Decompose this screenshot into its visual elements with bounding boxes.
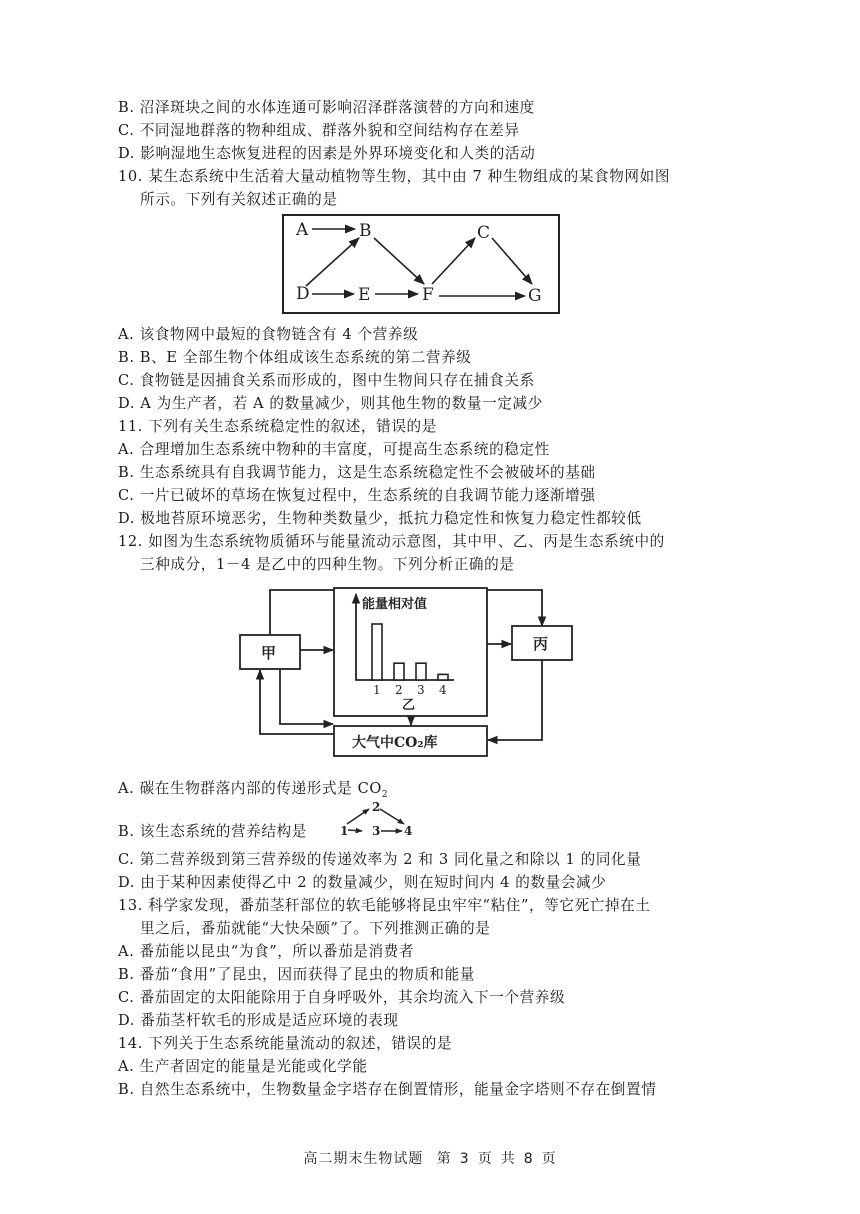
question-12-stem-cont: 三种成分，1－4 是乙中的四种生物。下列分析正确的是	[140, 556, 515, 573]
chart-title: 能量相对值	[362, 597, 428, 612]
question-13-stem-cont: 里之后，番茄就能“大快朵颐”了。下列推测正确的是	[140, 920, 491, 937]
option-b-q13: B. 番茄“食用”了昆虫，因而获得了昆虫的物质和能量	[118, 966, 475, 983]
option-a-q14: A. 生产者固定的能量是光能或化学能	[118, 1058, 368, 1075]
node-e: E	[358, 285, 371, 305]
footer-di: 第	[436, 1151, 452, 1167]
option-d-q10: D. A 为生产者，若 A 的数量减少，则其他生物的数量一定减少	[118, 395, 543, 412]
struct-node-4: 4	[404, 824, 413, 838]
node-g: G	[528, 286, 542, 306]
footer-page: 3	[459, 1151, 470, 1167]
bar-label-3: 3	[417, 683, 425, 697]
option-c-q9: C. 不同湿地群落的物种组成、群落外貌和空间结构存在差异	[118, 122, 520, 139]
option-c-q10: C. 食物链是因捕食关系而形成的，图中生物间只存在捕食关系	[118, 372, 535, 389]
footer-gong: 共	[500, 1151, 516, 1167]
option-c-q12: C. 第二营养级到第三营养级的传递效率为 2 和 3 同化量之和除以 1 的同化量	[118, 851, 642, 868]
option-b-q12	[118, 822, 307, 842]
footer-ye1: 页	[477, 1151, 493, 1167]
node-a: A	[296, 220, 309, 240]
co2-pool-label: 大气中CO₂库	[352, 735, 438, 751]
option-b-q11: B. 生态系统具有自我调节能力，这是生态系统稳定性不会被破坏的基础	[118, 464, 596, 481]
node-c: C	[477, 223, 491, 243]
carbon-cycle-diagram	[236, 584, 586, 760]
bing-label: 丙	[533, 635, 549, 653]
energy-bar-2	[394, 663, 404, 680]
option-c-q11: C. 一片已破坏的草场在恢复过程中，生态系统的自我调节能力逐渐增强	[118, 487, 596, 504]
question-12-stem: 12. 如图为生态系统物质循环与能量流动示意图，其中甲、乙、丙是生态系统中的	[118, 533, 665, 550]
node-f: F	[422, 285, 434, 305]
question-10-stem: 10. 某生态系统中生活着大量动植物等生物，其中由 7 种生物组成的某食物网如图	[118, 168, 671, 185]
option-a-q10: A. 该食物网中最短的食物链含有 4 个营养级	[118, 326, 419, 343]
struct-node-3: 3	[372, 824, 381, 838]
node-b: B	[359, 221, 372, 241]
energy-bar-1	[372, 624, 382, 680]
struct-node-1: 1	[340, 824, 349, 838]
option-c-q13: C. 番茄固定的太阳能除用于自身呼吸外，其余均流入下一个营养级	[118, 989, 566, 1006]
energy-bar-4	[438, 674, 448, 680]
footer-title: 高二期末生物试题	[303, 1151, 424, 1167]
food-web-diagram	[282, 214, 560, 314]
struct-node-2: 2	[372, 800, 381, 814]
option-b-q9: B. 沼泽斑块之间的水体连通可影响沼泽群落演替的方向和速度	[118, 99, 535, 116]
jia-label: 甲	[261, 644, 277, 662]
bar-label-2: 2	[395, 683, 403, 697]
footer-ye2: 页	[541, 1151, 557, 1167]
trophic-structure-diagram	[338, 800, 418, 840]
energy-bar-3	[416, 663, 426, 680]
co2-subscript: 2	[381, 789, 389, 800]
option-a-q13: A. 番茄能以昆虫“为食”，所以番茄是消费者	[118, 943, 415, 960]
page-footer	[0, 1148, 860, 1168]
option-d-q13: D. 番茄茎杆软毛的形成是适应环境的表现	[118, 1012, 399, 1029]
option-d-q9: D. 影响湿地生态恢复进程的因素是外界环境变化和人类的活动	[118, 145, 536, 162]
option-a-q11: A. 合理增加生态系统中物种的丰富度，可提高生态系统的稳定性	[118, 441, 550, 458]
footer-total: 8	[523, 1151, 534, 1167]
yi-label: 乙	[402, 698, 416, 713]
option-b-q10: B. B、E 全部生物个体组成该生态系统的第二营养级	[118, 349, 472, 366]
option-a-q12-text: A. 碳在生物群落内部的传递形式是 CO	[118, 780, 382, 797]
question-11-stem: 11. 下列有关生态系统稳定性的叙述，错误的是	[118, 418, 437, 435]
question-14-stem: 14. 下列关于生态系统能量流动的叙述，错误的是	[118, 1035, 453, 1052]
node-d: D	[296, 284, 310, 304]
option-d-q12: D. 由于某种因素使得乙中 2 的数量减少，则在短时间内 4 的数量会减少	[118, 874, 607, 891]
bar-label-4: 4	[439, 683, 447, 697]
option-b-q14: B. 自然生态系统中，生物数量金字塔存在倒置情形，能量金字塔则不存在倒置情	[118, 1081, 657, 1098]
option-b-q12-text: B. 该生态系统的营养结构是	[118, 823, 307, 840]
bar-label-1: 1	[373, 683, 381, 697]
question-13-stem: 13. 科学家发现，番茄茎秆部位的软毛能够将昆虫牢牢“粘住”，等它死亡掉在土	[118, 897, 651, 914]
question-10-stem-cont: 所示。下列有关叙述正确的是	[140, 191, 338, 208]
option-d-q11: D. 极地苔原环境恶劣，生物种类数量少，抵抗力稳定性和恢复力稳定性都较低	[118, 510, 642, 527]
